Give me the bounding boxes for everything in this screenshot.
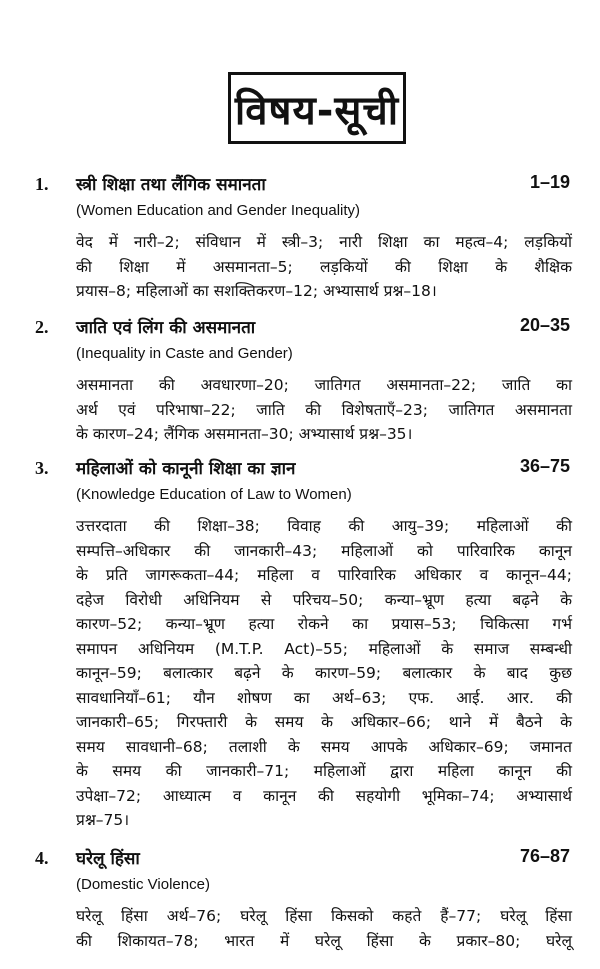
- page-title: विषय-सूची: [228, 72, 406, 144]
- chapter-contents: [76, 373, 572, 447]
- chapter-title: घरेलू हिंसा: [76, 849, 140, 869]
- chapter-title: महिलाओं को कानूनी शिक्षा का ज्ञान: [76, 459, 296, 479]
- contents-line: दहेज विरोधी अधिनियम से परिचय–50; कन्या–भ्रूण हत्या बढ़ने के: [76, 590, 572, 609]
- chapter-english-title: (Inequality in Caste and Gender): [76, 345, 293, 362]
- contents-line: जानकारी–65; गिरफ्तारी के समय के अधिकार–66; थाने में बैठने के: [76, 713, 572, 731]
- contents-line: सम्पत्ति–अधिकार की जानकारी–43; महिलाओं को पारिवारिक कानून: [76, 541, 572, 560]
- contents-line: की शिकायत–78; भारत में घरेलू हिंसा के प्रकार–80; घरेलू: [76, 931, 572, 950]
- chapter-english-title: (Women Education and Gender Inequality): [76, 202, 361, 219]
- contents-line: के कारण–24; लैंगिक असमानता–30; अभ्यासार्थ प्रश्न–35।: [76, 425, 413, 443]
- chapter-title: स्त्री शिक्षा तथा लैंगिक समानता: [76, 175, 266, 195]
- chapter-english-title: (Domestic Violence): [76, 876, 210, 893]
- contents-line: कानून–59; बलात्कार बढ़ने के कारण–59; बलात्कार के बाद कुछ: [76, 664, 572, 682]
- contents-line: घरेलू हिंसा अर्थ–76; घरेलू हिंसा किसको कहते हैं–77; घरेलू हिंसा: [76, 907, 572, 925]
- chapter-number: 4.: [35, 848, 49, 868]
- chapter-number: 1.: [35, 174, 49, 194]
- contents-line: उपेक्षा–72; आध्यात्म व कानून की सहयोगी भूमिका–74; अभ्यासार्थ: [76, 786, 572, 805]
- contents-line: कारण–52; कन्या–भ्रूण हत्या रोकने का प्रयास–53; चिकित्सा गर्भ: [76, 615, 572, 633]
- contents-line: के प्रति जागरूकता–44; महिला व पारिवारिक अधिकार व कानून–44;: [76, 566, 572, 584]
- contents-line: सावधानियाँ–61; यौन शोषण का अर्थ–63; एफ. आई. आर. की: [76, 688, 572, 707]
- chapter-number: 2.: [35, 317, 49, 337]
- contents-line: प्रयास–8; महिलाओं का सशक्तिकरण–12; अभ्यासार्थ प्रश्न–18।: [76, 282, 437, 300]
- contents-line: अर्थ एवं परिभाषा–22; जाति की विशेषताएँ–23; जातिगत असमानता: [76, 400, 572, 419]
- chapter-number: 3.: [35, 458, 49, 478]
- chapter-pages: 76–87: [519, 846, 570, 866]
- chapter-pages: 36–75: [519, 456, 570, 476]
- contents-line: प्रश्न–75।: [76, 811, 130, 829]
- contents-line: की शिक्षा में असमानता–5; लड़कियों की शिक्षा के शैक्षिक: [76, 257, 572, 276]
- contents-line: वेद में नारी–2; संविधान में स्त्री–3; नारी शिक्षा का महत्व–4; लड़कियों: [76, 233, 572, 251]
- contents-line: समापन अधिनियम (M.T.P. Act)–55; महिलाओं के समाज सम्बन्धी: [76, 639, 572, 658]
- chapter-contents: [76, 904, 572, 953]
- contents-line: असमानता की अवधारणा–20; जातिगत असमानता–22; जाति का: [76, 376, 572, 394]
- chapter-title: जाति एवं लिंग की असमानता: [76, 318, 256, 338]
- chapter-english-title: (Knowledge Education of Law to Women): [76, 486, 352, 503]
- chapter-pages: 20–35: [519, 315, 570, 335]
- contents-line: समय सावधानी–68; तलाशी के समय आपके अधिकार–69; जमानत: [76, 737, 572, 756]
- chapter-pages: 1–19: [529, 172, 570, 192]
- chapter-contents: [76, 230, 572, 304]
- contents-line: उत्तरदाता की शिक्षा–38; विवाह की आयु–39; महिलाओं की: [76, 517, 572, 535]
- chapter-contents: [76, 514, 572, 833]
- contents-line: के समय की जानकारी–71; महिलाओं द्वारा महिला कानून की: [76, 762, 572, 780]
